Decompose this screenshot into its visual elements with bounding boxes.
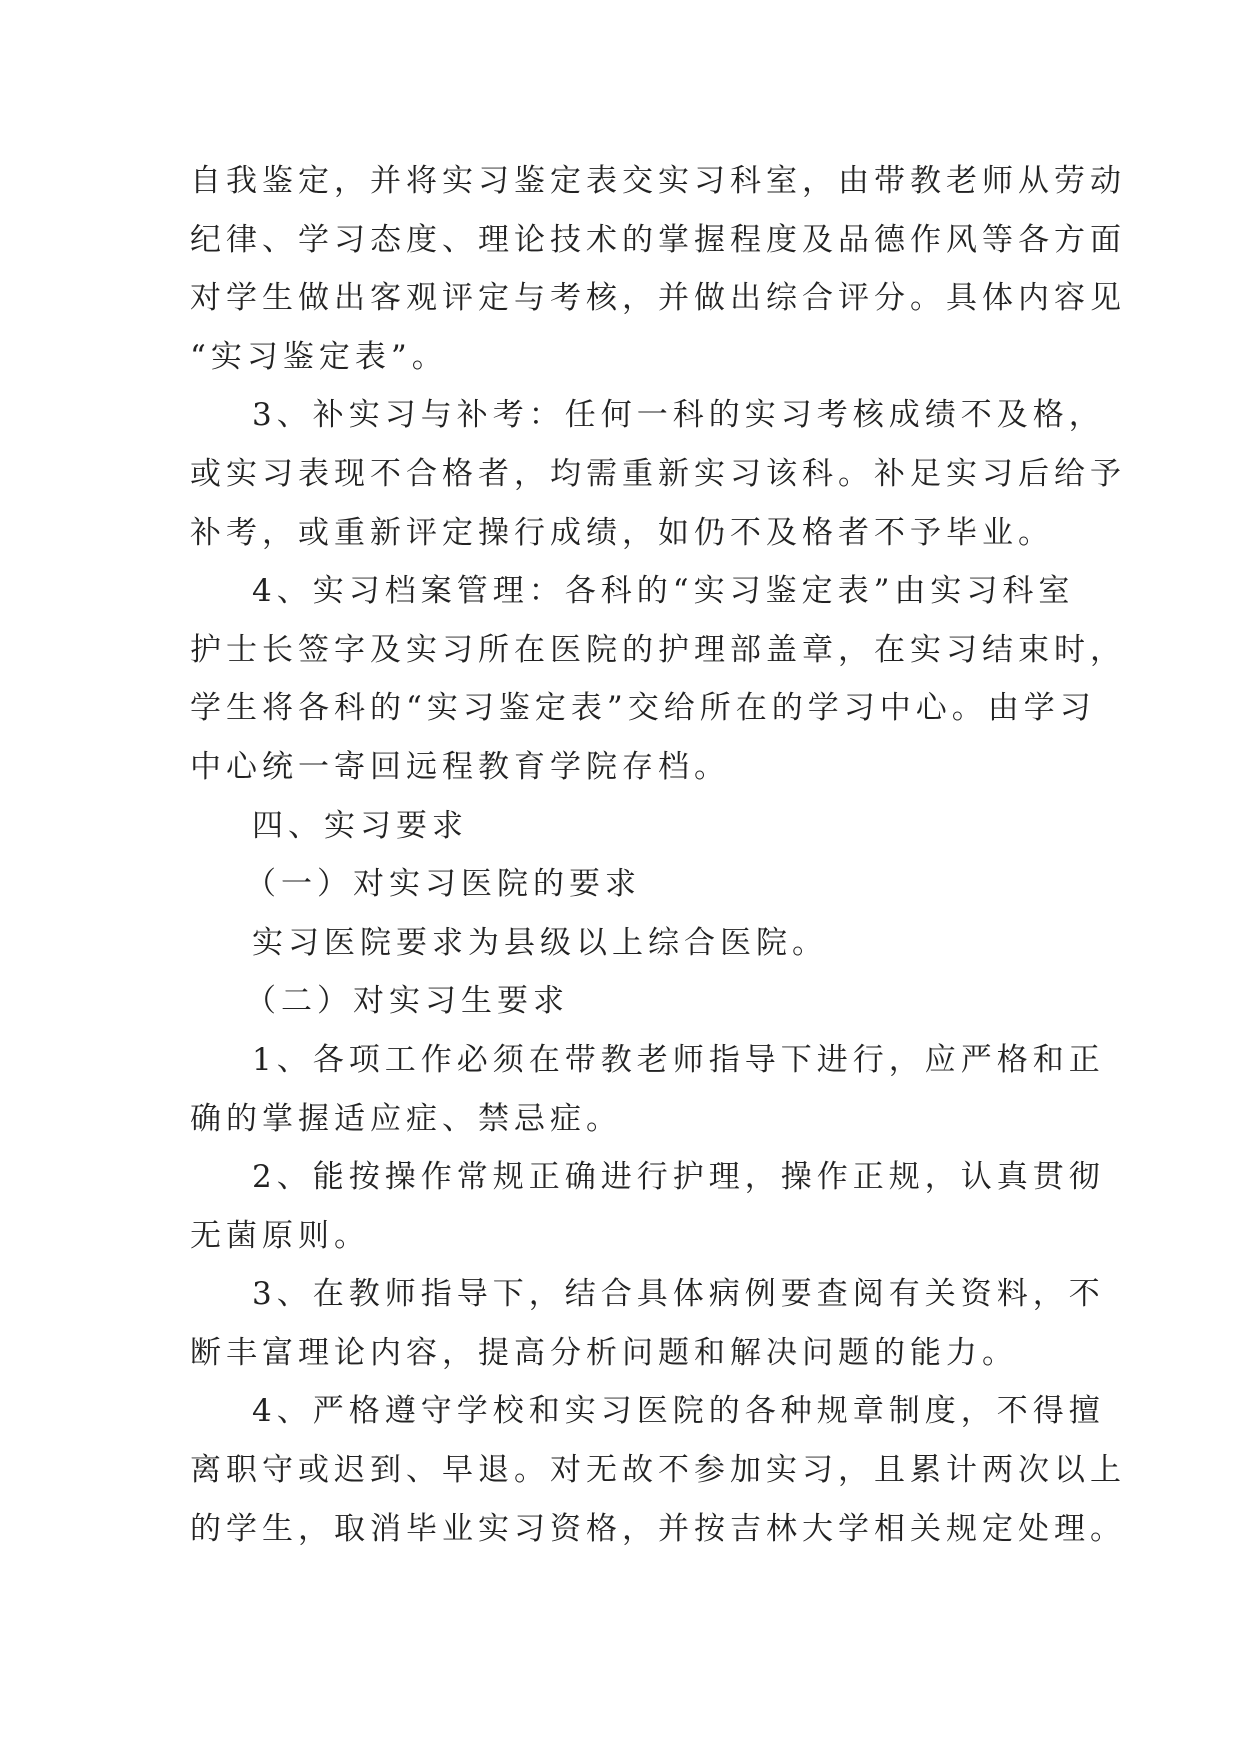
text-line: 护士长签字及实习所在医院的护理部盖章，在实习结束时， (190, 631, 1126, 668)
text-line: 补考，或重新评定操行成绩，如仍不及格者不予毕业。 (190, 514, 1054, 551)
text-line: 断丰富理论内容，提高分析问题和解决问题的能力。 (190, 1334, 1018, 1371)
text-line: 确的掌握适应症、禁忌症。 (190, 1100, 622, 1137)
text-line: 学生将各科的“实习鉴定表”交给所在的学习中心。由学习 (190, 690, 1096, 727)
paragraph-start-line: 3、补实习与补考：任何一科的实习考核成绩不及格， (252, 397, 1105, 434)
text-line: 自我鉴定，并将实习鉴定表交实习科室，由带教老师从劳动 (190, 163, 1126, 199)
text-line: 的学生，取消毕业实习资格，并按吉林大学相关规定处理。 (190, 1510, 1126, 1547)
text-line: 无菌原则。 (190, 1217, 370, 1254)
paragraph-start-line: 实习医院要求为县级以上综合医院。 (252, 924, 828, 961)
text-line: 或实习表现不合格者，均需重新实习该科。补足实习后给予 (190, 455, 1126, 492)
subsection-heading: （二）对实习生要求 (245, 983, 569, 1020)
text-line: 对学生做出客观评定与考核，并做出综合评分。具体内容见 (190, 280, 1126, 317)
paragraph-start-line: 3、在教师指导下，结合具体病例要查阅有关资料，不 (252, 1276, 1105, 1313)
paragraph-start-line: 1、各项工作必须在带教老师指导下进行，应严格和正 (252, 1041, 1105, 1078)
paragraph-start-line: 4、严格遵守学校和实习医院的各种规章制度，不得擅 (252, 1393, 1105, 1430)
text-line: 纪律、学习态度、理论技术的掌握程度及品德作风等各方面 (190, 221, 1126, 258)
text-line: 离职守或迟到、早退。对无故不参加实习，且累计两次以上 (190, 1452, 1126, 1489)
paragraph-start-line: 2、能按操作常规正确进行护理，操作正规，认真贯彻 (252, 1159, 1105, 1196)
section-heading: 四、实习要求 (252, 807, 468, 844)
document-body (190, 152, 1126, 1558)
text-line: 中心统一寄回远程教育学院存档。 (190, 748, 730, 785)
text-line: “实习鉴定表”。 (190, 338, 448, 375)
paragraph-start-line: 4、实习档案管理：各科的“实习鉴定表”由实习科室 (252, 573, 1075, 610)
subsection-heading: （一）对实习医院的要求 (245, 866, 641, 903)
